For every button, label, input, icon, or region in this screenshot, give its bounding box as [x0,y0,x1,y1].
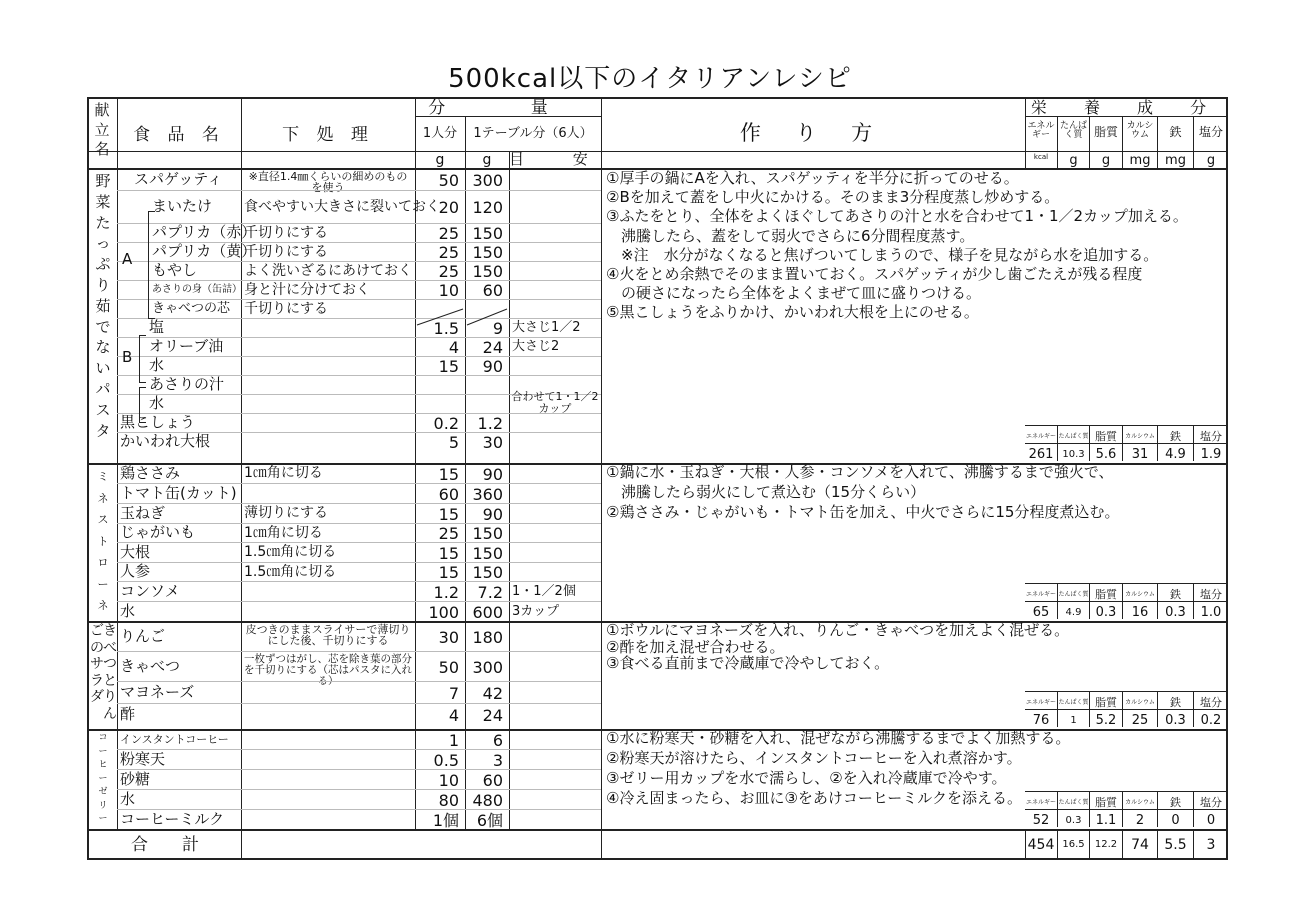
method-step: ②粉寒天が溶けたら、インスタントコーヒーを入れ煮溶かす。 [606,749,1022,767]
nutri-col-header: 脂質 g [1089,116,1122,169]
method-step: 沸騰したら、蓋をして弱火でさらに6分間程度蒸す。 [606,226,975,245]
ingredient-name: 大根 [120,542,151,561]
ingredient-name: 水 [120,789,136,808]
amount-per-person: 60 [438,484,459,504]
method-step: ※注 水分がなくなると焦げついてしまうので、様子を見ながら水を追加する。 [606,245,1159,264]
amount-per-person: 15 [438,464,459,484]
prep-note: 千切りにする [244,224,328,241]
ingredient-name: 水 [149,356,165,374]
method-step: ①ボウルにマヨネーズを入れ、りんご・きゃべつを加えよく混ぜる。 [606,621,1070,639]
method-step: ④火をとめ余熱でそのまま置いておく。スパゲッティが少し歯ごたえが残る程度 [606,265,1143,283]
ingredient-name: きゃべつ [120,656,181,675]
nutri-col-header: カルシ ウム mg [1122,116,1157,169]
ingredient-name: スパゲッティ [134,170,223,188]
amount-per-table: 3 [492,750,503,770]
amount-per-table: 60 [482,770,503,790]
nutri-col-header: たんぱ く質 g [1057,116,1089,169]
amount-per-person: 15 [438,504,459,524]
ingredient-name: インスタントコーヒー [120,732,229,746]
method-step: の硬さになったら全体をよくまぜて皿に盛りつける。 [606,284,982,303]
prep-note: ※直径1.4㎜くらいの細めのものを使う [248,170,408,194]
no-amount-slash [415,307,509,327]
ingredient-name: 水 [120,601,136,620]
dish-name: ごき のべ サつ ラと ダり ん [90,623,116,722]
amount-per-person: 80 [438,790,459,810]
amount-per-person: 1.5 [433,319,459,338]
ingredient-name: 鶏ささみ [120,463,181,482]
prep-header: 下 処 理 [282,125,374,145]
method-step: 沸騰したら弱火にして煮込む（15分くらい） [606,483,926,501]
method-step: ②酢を加え混ぜ合わせる。 [606,637,785,656]
prep-note: 1.5㎝角に切る [244,544,337,560]
amount-per-person: 10 [438,770,459,790]
guide-header: 目 安 [509,150,610,168]
amount-per-person: 1 [448,730,459,750]
per-table-header: 1テーブル分（6人） [473,126,593,141]
amount-per-person: 25 [438,262,459,281]
prep-note: 皮つきのままスライサーで薄切りにした後、千切りにする [245,623,411,647]
amount-per-table: 60 [482,281,503,300]
amount-per-person: 25 [438,524,459,543]
amount-per-table: 150 [472,543,503,563]
ingredient-name: コンソメ [120,581,180,600]
ingredient-name: マヨネーズ [120,682,195,701]
amount-per-table: 300 [472,171,503,190]
amount-per-person: 0.2 [433,414,459,433]
total-nutrition-value: 12.2 [1089,830,1122,860]
method-step: ③食べる直前まで冷蔵庫で冷やしておく。 [606,654,890,672]
ingredient-name: じゃがいも [120,523,196,541]
method-step: ③ゼリー用カップを水で濡らし、②を入れ冷蔵庫で冷やす。 [606,769,1007,787]
amount-per-person: 100 [428,602,459,622]
ingredient-name: きゃべつの芯 [152,301,231,316]
dish-name: 野 菜 た っ ぷ り 茹 で な い パ ス タ [95,172,111,440]
amount-per-person: 50 [438,171,459,190]
method-step: ④冷え固まったら、お皿に③をあけコーヒーミルクを添える。 [606,789,1022,807]
nutrition-values: エネルギー 65 たんぱく質 4.9 脂質 0.3 カルシウム 16 鉄 0.3 塩分 1.0 [1025,583,1228,619]
total-nutrition-value: 5.5 [1157,830,1193,860]
per-person-header: 1人分 [422,126,458,141]
amount-per-person: 7 [448,683,459,703]
unit-g-6: g [482,152,492,168]
group-a-label: A [122,250,133,268]
amount-per-person: 20 [438,198,459,217]
group-b-label: B [122,348,133,366]
amount-per-table: 42 [482,683,503,703]
ingredient-name: コーヒーミルク [120,809,225,828]
amount-per-table: 6 [492,730,503,750]
ingredient-name: 黒こしょう [120,413,196,431]
guide-note: 大さじ1／2 [512,320,581,335]
amount-per-person: 1.2 [433,582,459,602]
amount-per-person: 15 [438,543,459,563]
nutrition-values: エネルギー 76 たんぱく質 1 脂質 5.2 カルシウム 25 鉄 0.3 塩分 0.2 [1025,691,1228,727]
amount-per-table: 150 [472,262,503,281]
ingredient-name: あさりの身（缶詰） [152,283,242,295]
amount-per-person: 25 [438,224,459,243]
page-title: 500kcal以下のイタリアンレシピ [448,64,852,94]
method-step: ②鶏ささみ・じゃがいも・トマト缶を加え、中火でさらに15分程度煮込む。 [606,503,1120,521]
ingredient-name: 塩 [149,318,165,336]
dish-name: コ ー ヒ ー ゼ リ ー [98,733,108,824]
prep-note: 1㎝角に切る [244,524,323,541]
nutri-col-header: エネル ギー kcal [1027,121,1055,161]
prep-note: 薄切りにする [244,505,328,521]
group-b-bracket [139,335,146,383]
amount-per-table: 120 [472,198,503,217]
amount-per-table: 360 [472,484,503,504]
amount-per-person: 4 [448,338,459,357]
amount-per-person: 1個 [432,810,459,830]
amount-per-table: 30 [482,433,503,452]
ingredient-name: もやし [152,261,198,279]
ingredient-name: まいたけ [152,197,213,215]
ingredient-name: 酢 [120,704,136,723]
amount-per-table: 150 [472,224,503,243]
prep-note: 一枚ずつはがし、芯を除き葉の部分を千切りにする（芯はパスタに入れる） [244,653,412,687]
amount-per-table: 150 [472,524,503,543]
amount-per-person: 10 [438,281,459,300]
method-step: ①水に粉寒天・砂糖を入れ、混ぜながら沸騰するまでよく加熱する。 [606,729,1071,747]
prep-note: 食べやすい大きさに裂いておく [244,198,440,215]
nutrition-values: エネルギー 261 たんぱく質 10.3 脂質 5.6 カルシウム 31 鉄 4.9 塩分 1.9 [1025,425,1228,461]
ingredient-name: 砂糖 [120,769,151,788]
amount-per-table: 24 [482,705,503,725]
total-label: 合 計 [131,835,199,855]
nutri-col-header: 鉄 mg [1157,116,1193,169]
amount-per-table: 90 [482,357,503,376]
amount-per-table: 1.2 [477,414,503,433]
ingredient-name: パプリカ（黄） [152,242,257,260]
total-nutrition-value: 3 [1193,830,1228,860]
amount-per-person: 15 [438,563,459,582]
guide-note: 大さじ2 [512,339,560,354]
ingredient-name: かいわれ大根 [120,432,211,450]
prep-note: 身と汁に分けておく [244,281,370,298]
guide-note: 1・1／2個 [512,583,576,599]
total-nutrition-value: 16.5 [1057,830,1089,860]
amount-per-table: 180 [472,627,503,647]
amount-per-table: 6個 [476,810,503,830]
ingredient-name: 粉寒天 [120,749,166,768]
total-nutrition-value: 454 [1027,837,1055,853]
method-header: 作 り 方 [739,121,887,145]
amount-per-person: 15 [438,357,459,376]
method-step: ②Bを加えて蓋をし中火にかける。そのまま3分程度蒸し炒めする。 [606,188,1060,207]
prep-note: よく洗いざるにあけておく [244,262,412,279]
ingredient-name: トマト缶(カット) [120,483,237,502]
ingredient-name: オリーブ油 [149,337,224,355]
total-nutrition-value: 74 [1122,830,1157,860]
ingredient-name: 玉ねぎ [120,503,166,522]
ingredient-name: 水 [149,394,165,412]
nutri-col-header: 塩分 g [1193,116,1228,169]
prep-note: 千切りにする [244,243,328,260]
amount-per-table: 7.2 [477,582,503,602]
amount-per-table: 24 [482,338,503,357]
amount-per-table: 300 [472,657,503,677]
water-bracket [139,387,146,423]
ingredient-name: あさりの汁 [149,375,225,393]
guide-note: 合わせて1・1／2カップ [511,390,599,415]
amount-per-person: 4 [448,705,459,725]
ingredient-name: りんご [120,626,166,645]
amount-per-person: 30 [438,627,459,647]
nutrition-header: 栄 養 成 分 [1030,98,1223,117]
amount-per-table: 90 [482,504,503,524]
method-step: ①鍋に水・玉ねぎ・大根・人参・コンソメを入れて、沸騰するまで強火で、 [606,463,1114,481]
method-step: ③ふたをとり、全体をよくほぐしてあさりの汁と水を合わせて1・1／2カップ加える。 [606,207,1188,226]
amount-per-table: 480 [472,790,503,810]
amount-per-table: 9 [492,319,503,338]
dish-name: ミ ネ ス ト ロ ー ネ [97,470,109,612]
amount-per-table: 600 [472,602,503,622]
amount-per-person: 5 [448,433,459,452]
method-step: ①厚手の鍋にAを入れ、スパゲッティを半分に折ってのせる。 [606,169,1019,187]
kondate-header: 献 立 名 [94,101,110,158]
amount-per-table: 150 [472,243,503,262]
amount-per-person: 0.5 [433,750,459,770]
amount-per-table: 150 [472,563,503,582]
ingredient-name: 人参 [120,562,151,580]
prep-note: 1.5㎝角に切る [244,563,337,580]
prep-note: 千切りにする [244,300,328,317]
ingredient-name: パプリカ（赤） [152,223,257,241]
method-step: ⑤黒こしょうをふりかけ、かいわれ大根を上にのせる。 [606,303,979,322]
recipe-table [87,97,1228,860]
amount-per-table: 90 [482,464,503,484]
food-name-header: 食 品 名 [133,125,225,145]
amount-per-person: 25 [438,243,459,262]
guide-note: 3カップ [512,603,560,619]
prep-note: 1㎝角に切る [244,465,323,481]
nutrition-values: エネルギー 52 たんぱく質 0.3 脂質 1.1 カルシウム 2 鉄 0 塩分 0 [1025,791,1228,827]
amount-header: 分 量 [428,98,588,118]
group-a-bracket [148,211,155,319]
amount-per-person: 50 [438,657,459,677]
unit-g-1: g [435,152,445,168]
